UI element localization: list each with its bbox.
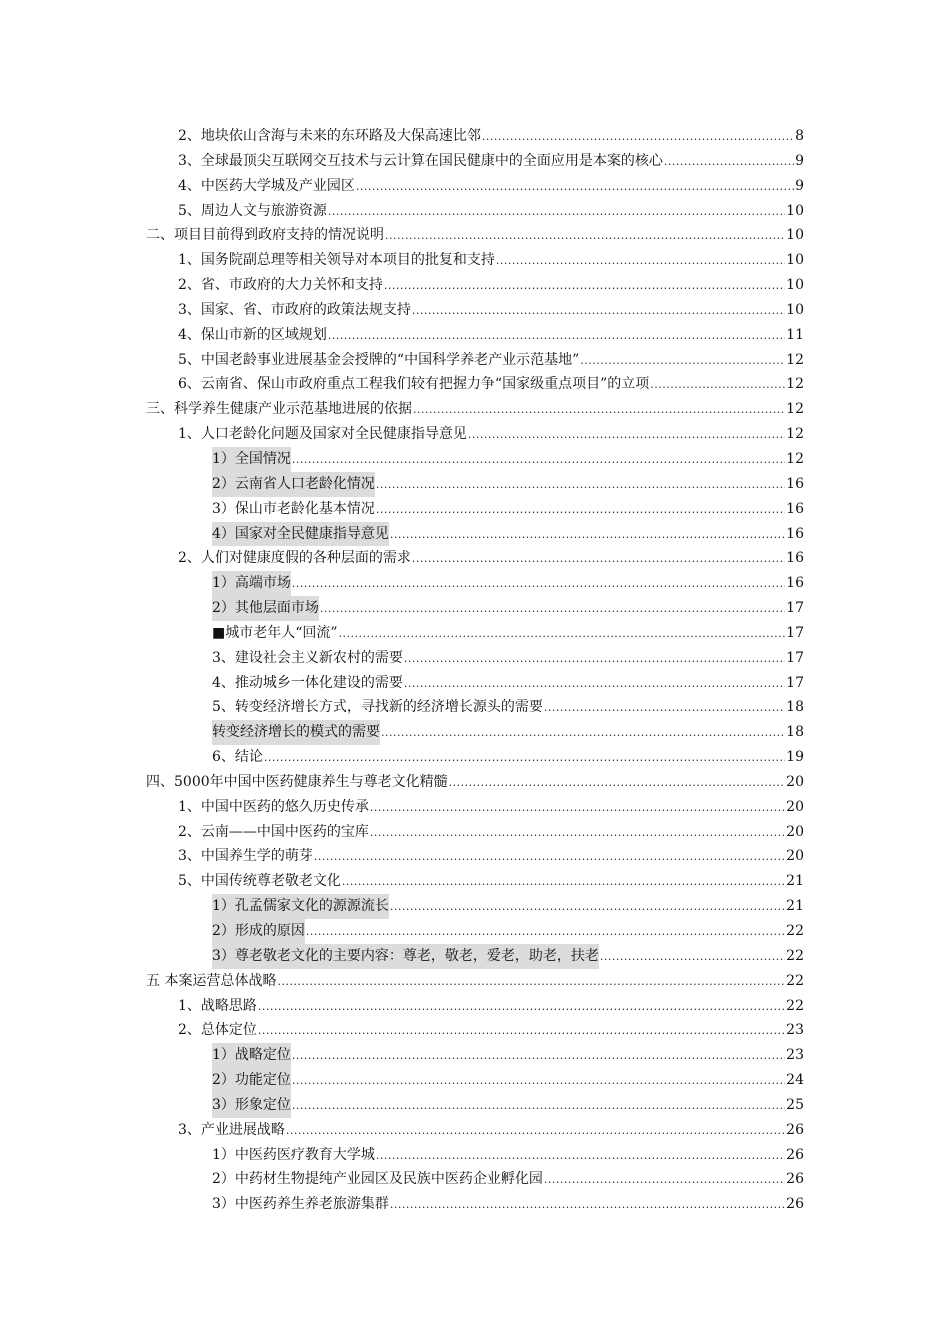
toc-entry-title: 3）尊老敬老文化的主要内容：尊老，敬老，爱老，助老，扶老 — [212, 944, 599, 969]
toc-entry-page: 26 — [786, 1196, 804, 1213]
toc-entry[interactable] — [0, 944, 804, 969]
toc-entry-page: 22 — [786, 947, 804, 964]
toc-entry[interactable] — [0, 124, 804, 149]
toc-entry-page: 10 — [786, 202, 804, 219]
toc-entry-page: 21 — [786, 873, 804, 890]
toc-entry-page: 20 — [786, 848, 804, 865]
toc-entry[interactable] — [0, 546, 804, 571]
toc-entry-page: 23 — [786, 1022, 804, 1039]
toc-entry-title: 2、人们对健康度假的各种层面的需求 — [178, 550, 411, 567]
toc-entry[interactable] — [0, 298, 804, 323]
toc-entry-page: 17 — [786, 624, 804, 641]
toc-leader-dots — [390, 1193, 785, 1218]
toc-entry-page: 22 — [786, 997, 804, 1014]
toc-entry[interactable] — [0, 1068, 804, 1093]
toc-entry[interactable] — [0, 1018, 804, 1043]
toc-entry-page: 11 — [786, 326, 804, 343]
toc-entry[interactable] — [0, 770, 804, 795]
toc-entry-title: 4、推动城乡一体化建设的需要 — [212, 674, 403, 691]
toc-entry[interactable] — [0, 646, 804, 671]
toc-leader-dots — [412, 299, 785, 324]
toc-leader-dots — [413, 398, 785, 423]
toc-entry-title: 4、保山市新的区域规划 — [178, 326, 327, 343]
toc-entry[interactable] — [0, 372, 804, 397]
toc-entry-title: 1、人口老龄化问题及国家对全民健康指导意见 — [178, 426, 467, 443]
toc-entry-page: 26 — [786, 1146, 804, 1163]
toc-entry[interactable] — [0, 174, 804, 199]
toc-leader-dots — [390, 523, 785, 548]
toc-entry-page: 12 — [786, 376, 804, 393]
toc-entry[interactable] — [0, 199, 804, 224]
toc-leader-dots — [258, 995, 785, 1020]
toc-entry[interactable] — [0, 248, 804, 273]
toc-entry[interactable] — [0, 894, 804, 919]
toc-entry-page: 12 — [786, 351, 804, 368]
toc-entry-page: 12 — [786, 401, 804, 418]
toc-leader-dots — [664, 150, 794, 175]
toc-entry-title: 3）形象定位 — [212, 1093, 291, 1118]
toc-entry[interactable] — [0, 994, 804, 1019]
toc-entry[interactable] — [0, 223, 804, 248]
toc-entry-title: 3）保山市老龄化基本情况 — [212, 500, 375, 517]
toc-entry-title: 五 本案运营总体战略 — [146, 972, 277, 989]
toc-entry[interactable] — [0, 273, 804, 298]
toc-entry-title: 转变经济增长的模式的需要 — [212, 720, 380, 745]
toc-entry-title: 4）国家对全民健康指导意见 — [212, 522, 389, 547]
toc-entry[interactable] — [0, 671, 804, 696]
toc-leader-dots — [292, 1094, 785, 1119]
toc-entry[interactable] — [0, 149, 804, 174]
toc-entry-title: 5、转变经济增长方式，寻找新的经济增长源头的需要 — [212, 699, 543, 716]
toc-entry-title: 2）功能定位 — [212, 1068, 291, 1093]
toc-entry-title: 二、项目目前得到政府支持的情况说明 — [146, 227, 384, 244]
toc-leader-dots — [580, 349, 785, 374]
toc-entry[interactable] — [0, 969, 804, 994]
toc-entry-title: 1）战略定位 — [212, 1043, 291, 1068]
toc-entry-title: 三、科学养生健康产业示范基地进展的依据 — [146, 401, 412, 418]
toc-leader-dots — [381, 721, 785, 746]
toc-leader-dots — [370, 796, 785, 821]
toc-leader-dots — [376, 473, 785, 498]
toc-entry-title: 6、云南省、保山市政府重点工程我们较有把握力争“国家级重点项目”的立项 — [178, 376, 650, 393]
toc-leader-dots — [320, 597, 785, 622]
table-of-contents — [0, 124, 950, 1217]
toc-entry-page: 24 — [786, 1072, 804, 1089]
toc-leader-dots — [496, 249, 785, 274]
toc-leader-dots — [292, 448, 785, 473]
toc-entry-title: 2）中药材生物提纯产业园区及民族中医药企业孵化园 — [212, 1171, 543, 1188]
toc-entry-title: 1、中国中医药的悠久历史传承 — [178, 798, 369, 815]
toc-entry-title: ■城市老年人“回流” — [212, 624, 338, 641]
toc-leader-dots — [404, 672, 785, 697]
toc-entry[interactable] — [0, 695, 804, 720]
toc-leader-dots — [314, 845, 785, 870]
toc-entry-title: 1）孔孟儒家文化的源源流长 — [212, 894, 389, 919]
toc-entry-page: 9 — [795, 152, 804, 169]
toc-entry-page: 10 — [786, 252, 804, 269]
toc-leader-dots — [482, 125, 794, 150]
toc-entry-page: 8 — [795, 128, 804, 144]
toc-leader-dots — [342, 870, 785, 895]
toc-entry-page: 21 — [786, 898, 804, 915]
toc-entry-title: 5、中国老龄事业进展基金会授牌的“中国科学养老产业示范基地” — [178, 351, 580, 368]
toc-entry[interactable] — [0, 869, 804, 894]
toc-leader-dots — [544, 1168, 785, 1193]
toc-entry[interactable] — [0, 447, 804, 472]
toc-entry-page: 17 — [786, 649, 804, 666]
toc-entry-title: 3、国家、省、市政府的政策法规支持 — [178, 301, 411, 318]
toc-entry-page: 26 — [786, 1171, 804, 1188]
toc-leader-dots — [370, 821, 785, 846]
toc-entry-title: 5、周边人文与旅游资源 — [178, 202, 327, 219]
toc-entry-title: 2、省、市政府的大力关怀和支持 — [178, 277, 383, 294]
toc-entry-page: 16 — [786, 575, 804, 592]
toc-entry-title: 3）中医药养生养老旅游集群 — [212, 1196, 389, 1213]
toc-leader-dots — [264, 746, 785, 771]
toc-entry-page: 18 — [786, 699, 804, 716]
toc-leader-dots — [376, 498, 785, 523]
toc-entry[interactable] — [0, 1192, 804, 1217]
toc-entry[interactable] — [0, 497, 804, 522]
toc-leader-dots — [384, 274, 785, 299]
toc-leader-dots — [292, 1044, 785, 1069]
toc-entry-page: 12 — [786, 450, 804, 467]
toc-entry-page: 25 — [786, 1096, 804, 1113]
toc-entry[interactable] — [0, 571, 804, 596]
toc-entry[interactable] — [0, 596, 804, 621]
toc-entry-page: 17 — [786, 600, 804, 617]
toc-entry-page: 16 — [786, 550, 804, 567]
toc-entry-page: 22 — [786, 972, 804, 989]
toc-entry[interactable] — [0, 1167, 804, 1192]
toc-entry-title: 5、中国传统尊老敬老文化 — [178, 873, 341, 890]
toc-entry-title: 6、结论 — [212, 749, 263, 766]
toc-leader-dots — [404, 647, 785, 672]
toc-leader-dots — [468, 423, 785, 448]
toc-entry-title: 3、产业进展战略 — [178, 1121, 285, 1138]
toc-entry[interactable] — [0, 1093, 804, 1118]
toc-leader-dots — [385, 224, 785, 249]
toc-entry-title: 3、建设社会主义新农村的需要 — [212, 649, 403, 666]
toc-entry-title: 1）高端市场 — [212, 571, 291, 596]
toc-entry[interactable] — [0, 820, 804, 845]
toc-entry[interactable] — [0, 795, 804, 820]
toc-entry-title: 1、战略思路 — [178, 997, 257, 1014]
toc-entry[interactable] — [0, 745, 804, 770]
toc-entry[interactable] — [0, 323, 804, 348]
toc-entry-title: 1）中医药医疗教育大学城 — [212, 1146, 375, 1163]
toc-leader-dots — [544, 696, 785, 721]
toc-entry-title: 2）其他层面市场 — [212, 596, 319, 621]
toc-entry-page: 20 — [786, 773, 804, 790]
toc-leader-dots — [292, 1069, 785, 1094]
toc-entry-page: 12 — [786, 426, 804, 443]
toc-entry-title: 2）云南省人口老龄化情况 — [212, 472, 375, 497]
toc-entry[interactable] — [0, 1043, 804, 1068]
toc-entry[interactable] — [0, 1118, 804, 1143]
toc-leader-dots — [306, 920, 785, 945]
toc-entry[interactable] — [0, 720, 804, 745]
toc-entry[interactable] — [0, 522, 804, 547]
toc-leader-dots — [412, 547, 785, 572]
toc-leader-dots — [328, 324, 785, 349]
toc-entry-title: 四、5000年中国中医药健康养生与尊老文化精髓 — [146, 773, 448, 790]
toc-entry-page: 20 — [786, 798, 804, 815]
toc-entry-title: 4、中医药大学城及产业园区 — [178, 177, 355, 194]
toc-entry-title: 3、全球最顶尖互联网交互技术与云计算在国民健康中的全面应用是本案的核心 — [178, 152, 663, 169]
toc-entry-title: 1）全国情况 — [212, 447, 291, 472]
toc-entry-title: 2、云南——中国中医药的宝库 — [178, 823, 369, 840]
toc-entry-title: 2、总体定位 — [178, 1022, 257, 1039]
toc-entry-page: 18 — [786, 724, 804, 741]
toc-entry-title: 1、国务院副总理等相关领导对本项目的批复和支持 — [178, 252, 495, 269]
toc-leader-dots — [390, 895, 785, 920]
toc-leader-dots — [328, 200, 785, 225]
toc-entry[interactable] — [0, 472, 804, 497]
toc-entry-title: 2、地块依山含海与未来的东环路及大保高速比邻 — [178, 128, 481, 144]
toc-leader-dots — [650, 373, 785, 398]
toc-entry[interactable] — [0, 621, 804, 646]
toc-entry-page: 19 — [786, 749, 804, 766]
toc-entry-title: 2）形成的原因 — [212, 919, 305, 944]
toc-entry[interactable] — [0, 919, 804, 944]
toc-entry-page: 10 — [786, 277, 804, 294]
toc-leader-dots — [356, 175, 794, 200]
toc-entry-page: 23 — [786, 1047, 804, 1064]
toc-leader-dots — [339, 622, 786, 647]
toc-entry-page: 17 — [786, 674, 804, 691]
toc-entry-page: 22 — [786, 923, 804, 939]
toc-entry-page: 9 — [795, 177, 804, 194]
toc-entry-page: 16 — [786, 525, 804, 542]
toc-leader-dots — [258, 1019, 785, 1044]
toc-entry[interactable] — [0, 844, 804, 869]
toc-leader-dots — [286, 1119, 785, 1144]
toc-entry-page: 10 — [786, 227, 804, 244]
toc-entry-page: 20 — [786, 823, 804, 840]
toc-entry-title: 3、中国养生学的萌芽 — [178, 848, 313, 865]
toc-entry-page: 16 — [786, 500, 804, 517]
toc-entry[interactable] — [0, 348, 804, 373]
toc-entry-page: 10 — [786, 301, 804, 318]
toc-entry[interactable] — [0, 397, 804, 422]
toc-entry-page: 16 — [786, 475, 804, 492]
toc-leader-dots — [376, 1144, 785, 1169]
toc-entry-page: 26 — [786, 1121, 804, 1138]
toc-entry[interactable] — [0, 1143, 804, 1168]
toc-entry[interactable] — [0, 422, 804, 447]
toc-leader-dots — [449, 771, 786, 796]
toc-leader-dots — [277, 970, 785, 995]
toc-leader-dots — [600, 945, 785, 970]
toc-leader-dots — [292, 572, 785, 597]
